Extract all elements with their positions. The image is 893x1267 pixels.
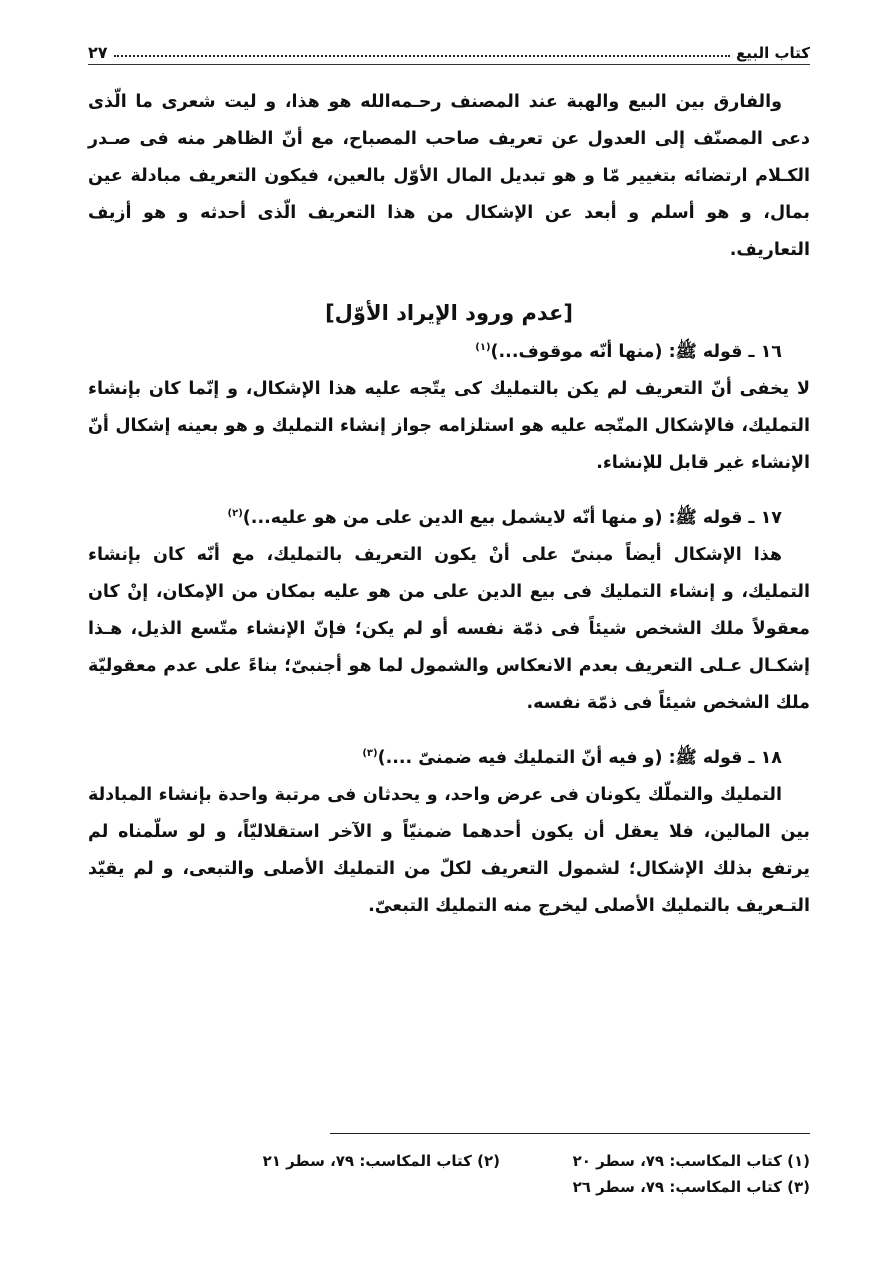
paragraph-intro: والفارق بين البيع والهبة عند المصنف رحـمه‌الله هو هذا، و ليت شعرى ما الّذى دعى المصنّف إلى العدول عن تعريف صاحب المصباح، مع أنّ الظاهر منه فى صـدر الكـلام ارتضائه بتغيير مّا و هو تبديل المال الأوّل بالعين، فيكون التعريف مبادلة عين بمال، و هو أسلم و أبعد عن الإشكال من هذا التعريف الّذى أحدثه و هو أزيف التعاريف.	[88, 92, 810, 260]
heading-17	[88, 500, 810, 537]
body-text	[88, 84, 810, 925]
running-header	[88, 30, 810, 62]
heading-18-text: ١٨ ـ قوله ﷺ: (و فيه أنّ التمليك فيه ضمنىّ ....)	[377, 748, 782, 768]
footnote-2: (٢) كتاب المكاسب: ٧٩، سطر ٢١	[262, 1152, 500, 1170]
footnote-ref-1: (١)	[475, 342, 491, 354]
footnote-row	[190, 1174, 810, 1200]
leader-dots	[114, 55, 730, 57]
heading-18	[88, 740, 810, 777]
paragraph-16: لا يخفى أنّ التعريف لم يكن بالتمليك كى يتّجه عليه هذا الإشكال، و إنّما كان بإنشاء التمليك، فالإشكال المتّجه عليه هو استلزامه جواز إنشاء التمليك و هو بعينه إشكال أنّ الإنشاء غير قابل للإنشاء.	[88, 379, 810, 473]
footnote-1: (١) كتاب المكاسب: ٧٩، سطر ٢٠	[572, 1152, 810, 1170]
page-number: ٢٧	[88, 43, 108, 62]
paragraph-18: التمليك والتملّك يكونان فى عرض واحد، و يحدثان فى مرتبة واحدة بإنشاء المبادلة بين المالين، فلا يعقل أن يكون أحدهما ضمنيّاً و الآخر استقلاليّاً، و لو سلّمناه لم يرتفع بذلك الإشكال؛ لشمول التعريف لكلّ من التمليك الأصلى والتبعى، و لم يقيّد التـعريف بالتمليك الأصلى ليخرج منه التمليك التبعىّ.	[88, 785, 810, 916]
heading-17-text: ١٧ ـ قوله ﷺ: (و منها أنّه لايشمل بيع الدين على من هو عليه...)	[242, 508, 782, 528]
book-title: كتاب البيع	[735, 44, 810, 62]
footnote-row	[190, 1148, 810, 1174]
footnote-ref-3: (٣)	[362, 748, 378, 760]
footnotes	[190, 1148, 810, 1200]
heading-16-text: ١٦ ـ قوله ﷺ: (منها أنّه موقوف...)	[490, 342, 782, 362]
heading-16	[88, 334, 810, 371]
header-rule	[88, 64, 810, 65]
paragraph-17: هذا الإشكال أيضاً مبنىّ على أنْ يكون التعريف بالتمليك، مع أنّه كان بإنشاء التمليك، و إنشاء التمليك فى بيع الدين على من هو عليه بمكان من الإمكان، إنْ كان معقولاً ملك الشخص شيئاً فى ذمّة نفسه أو لم يكن؛ فإنّ الإنشاء متّسع الذيل، هـذا إشكـال عـلى التعريف بعدم الانعكاس والشمول لما هو أجنبىّ؛ بناءً على عدم معقوليّة ملك الشخص شيئاً فى ذمّة نفسه.	[88, 545, 810, 713]
footnote-3: (٣) كتاب المكاسب: ٧٩، سطر ٢٦	[572, 1178, 810, 1196]
footnote-rule	[330, 1133, 810, 1134]
footnote-ref-2: (٢)	[227, 508, 243, 520]
section-title: [عدم ورود الإيراد الأوّل]	[325, 301, 573, 325]
